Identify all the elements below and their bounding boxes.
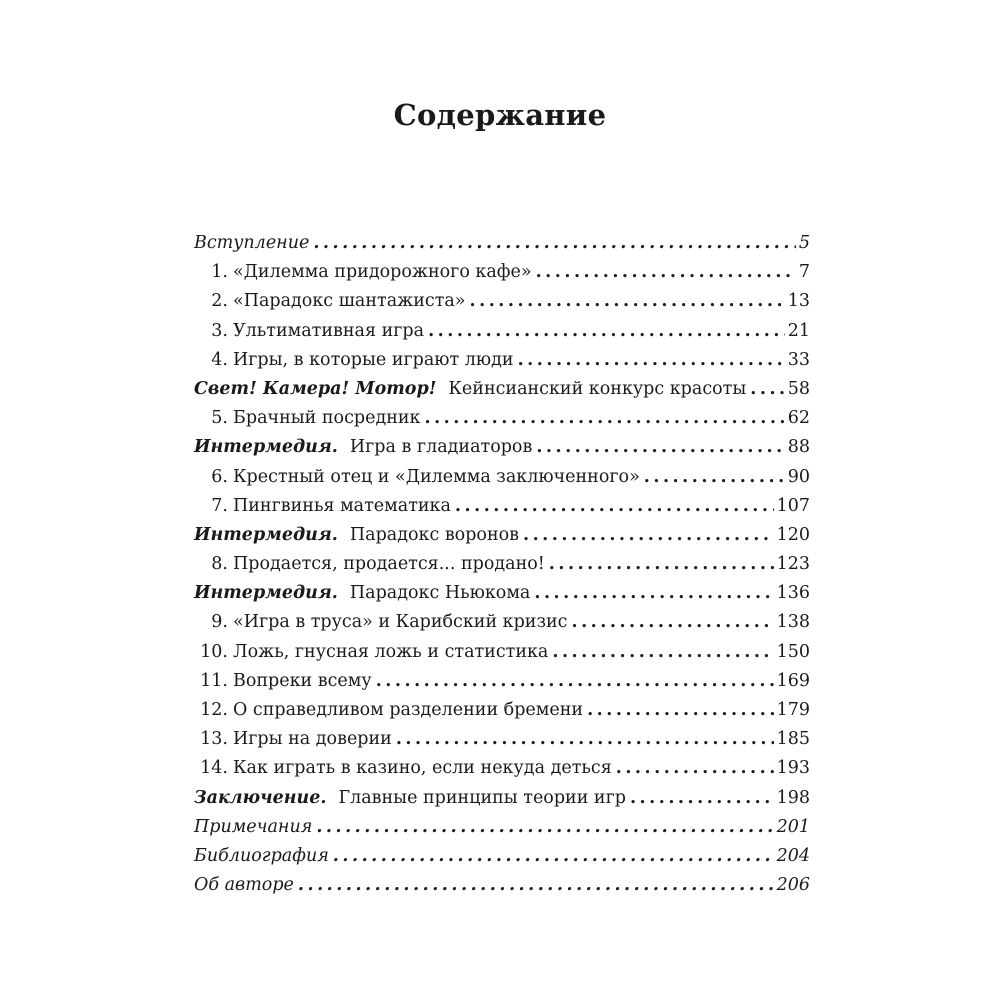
section-lead: Интермедия.: [194, 437, 338, 458]
page-number: 201: [776, 816, 810, 837]
dot-leader: [534, 579, 773, 608]
page-number: 7: [798, 262, 810, 283]
page-number: 88: [787, 437, 810, 458]
dot-leader: [536, 258, 796, 287]
page-number: 169: [776, 670, 810, 691]
dot-leader: [313, 229, 796, 258]
chapter-number: 10.: [200, 641, 228, 662]
entry-title: «Дилемма придорожного кафе»: [233, 262, 532, 283]
page-number: 33: [787, 349, 810, 370]
entry-title: Брачный посредник: [233, 408, 421, 429]
entry-title: «Игра в труса» и Карибский кризис: [233, 612, 568, 633]
entry-title: Продается, продается... продано!: [233, 554, 545, 575]
toc-entry-label: [194, 842, 329, 871]
entry-title: «Парадокс шантажиста»: [233, 291, 466, 312]
table-of-contents: [194, 229, 810, 900]
toc-entry: [194, 375, 810, 404]
toc-entry: [194, 813, 810, 842]
toc-entry: [194, 287, 810, 316]
page-number: 136: [776, 583, 810, 604]
dot-leader: [298, 871, 774, 900]
entry-title: Игры на доверии: [233, 729, 392, 750]
chapter-number: 11.: [200, 670, 228, 691]
entry-title: Вопреки всему: [233, 670, 372, 691]
toc-entry-label: [194, 492, 451, 521]
page-number: 138: [776, 612, 810, 633]
toc-entry: [194, 725, 810, 754]
page-number: 58: [787, 378, 810, 399]
page-number: 185: [776, 729, 810, 750]
entry-title: Главные принципы теории игр: [338, 787, 626, 808]
toc-entry: [194, 638, 810, 667]
toc-entry-label: [194, 229, 309, 258]
toc-entry-label: [194, 813, 312, 842]
toc-entry: [194, 550, 810, 579]
toc-entry-label: [194, 550, 545, 579]
dot-leader: [587, 696, 774, 725]
chapter-number: 3.: [211, 320, 228, 341]
dot-leader: [455, 492, 774, 521]
dot-leader: [630, 784, 774, 813]
toc-entry-label: [194, 579, 530, 608]
dot-leader: [644, 463, 785, 492]
toc-entry-label: [194, 667, 372, 696]
toc-entry: [194, 404, 810, 433]
chapter-number: 7.: [211, 495, 228, 516]
toc-entry: [194, 784, 810, 813]
chapter-number: 9.: [211, 612, 228, 633]
chapter-number: 4.: [211, 349, 228, 370]
toc-entry-label: [194, 725, 392, 754]
dot-leader: [396, 725, 774, 754]
toc-entry: [194, 696, 810, 725]
entry-title: Пингвинья математика: [233, 495, 451, 516]
page-number: 21: [787, 320, 810, 341]
toc-entry-label: [194, 608, 567, 637]
page-number: 62: [787, 408, 810, 429]
page-number: 107: [776, 495, 810, 516]
toc-entry-label: [194, 317, 424, 346]
entry-title: Ложь, гнусная ложь и статистика: [233, 641, 549, 662]
dot-leader: [333, 842, 774, 871]
toc-entry: [194, 521, 810, 550]
page-number: 204: [776, 845, 810, 866]
entry-title: Парадокс Ньюкома: [349, 583, 531, 604]
toc-entry: [194, 842, 810, 871]
dot-leader: [523, 521, 774, 550]
dot-leader: [316, 813, 773, 842]
page-title: Содержание: [393, 98, 607, 132]
toc-entry-label: [194, 258, 532, 287]
dot-leader: [376, 667, 774, 696]
chapter-number: 14.: [200, 758, 228, 779]
dot-leader: [549, 550, 774, 579]
chapter-number: 1.: [211, 262, 228, 283]
chapter-number: 13.: [200, 729, 228, 750]
page-number: 13: [787, 291, 810, 312]
dot-leader: [616, 754, 774, 783]
toc-entry: [194, 667, 810, 696]
entry-title: О справедливом разделении бремени: [233, 700, 584, 720]
toc-entry: [194, 754, 810, 783]
entry-title: Примечания: [194, 816, 313, 837]
entry-title: Игры, в которые играют люди: [233, 349, 514, 370]
toc-entry-label: [194, 754, 612, 783]
entry-title: Как играть в казино, если некуда деться: [233, 758, 612, 779]
toc-entry-label: [194, 638, 548, 667]
toc-entry: [194, 492, 810, 521]
entry-title: Библиография: [194, 845, 329, 866]
toc-entry: [194, 608, 810, 637]
dot-leader: [424, 404, 784, 433]
page-number: 120: [776, 524, 810, 545]
toc-entry-label: [194, 696, 583, 725]
page-number: 90: [787, 466, 810, 487]
page-number: 193: [776, 758, 810, 779]
entry-title: Кейнсианский конкурс красоты: [448, 378, 747, 399]
toc-entry: [194, 579, 810, 608]
toc-entry-label: [194, 404, 420, 433]
page-number: 206: [776, 875, 810, 896]
dot-leader: [552, 638, 773, 667]
section-lead: Заключение.: [194, 787, 327, 808]
chapter-number: 6.: [211, 466, 228, 487]
dot-leader: [470, 287, 785, 316]
entry-title: Ультимативная игра: [233, 320, 425, 341]
dot-leader: [750, 375, 784, 404]
toc-entry-label: [194, 784, 626, 813]
toc-entry: [194, 463, 810, 492]
entry-title: Об авторе: [194, 875, 294, 896]
toc-entry-label: [194, 346, 514, 375]
page-number: 198: [776, 787, 810, 808]
dot-leader: [518, 346, 785, 375]
toc-entry-label: [194, 871, 294, 900]
toc-entry-label: [194, 433, 532, 462]
entry-title: Игра в гладиаторов: [349, 437, 533, 458]
entry-title: Вступление: [194, 233, 310, 253]
page-number: 150: [776, 641, 810, 662]
section-lead: Свет! Камера! Мотор!: [194, 378, 437, 399]
toc-entry: [194, 258, 810, 287]
chapter-number: 5.: [211, 408, 228, 429]
toc-entry: [194, 317, 810, 346]
toc-entry-label: [194, 287, 466, 316]
page-number: 123: [776, 554, 810, 575]
section-lead: Интермедия.: [194, 583, 338, 604]
entry-title: Крестный отец и «Дилемма заключенного»: [233, 466, 640, 487]
toc-entry: [194, 871, 810, 900]
chapter-number: 8.: [211, 554, 228, 575]
chapter-number: 2.: [211, 291, 228, 312]
page-number: 5: [798, 233, 810, 253]
section-lead: Интермедия.: [194, 524, 338, 545]
dot-leader: [571, 608, 773, 637]
toc-entry: [194, 229, 810, 258]
entry-title: Парадокс воронов: [349, 524, 519, 545]
toc-entry: [194, 346, 810, 375]
toc-entry: [194, 433, 810, 462]
dot-leader: [428, 317, 785, 346]
chapter-number: 12.: [200, 700, 228, 720]
toc-entry-label: [194, 463, 640, 492]
dot-leader: [536, 433, 784, 462]
page-number: 179: [776, 700, 810, 720]
toc-entry-label: [194, 375, 746, 404]
toc-entry-label: [194, 521, 519, 550]
